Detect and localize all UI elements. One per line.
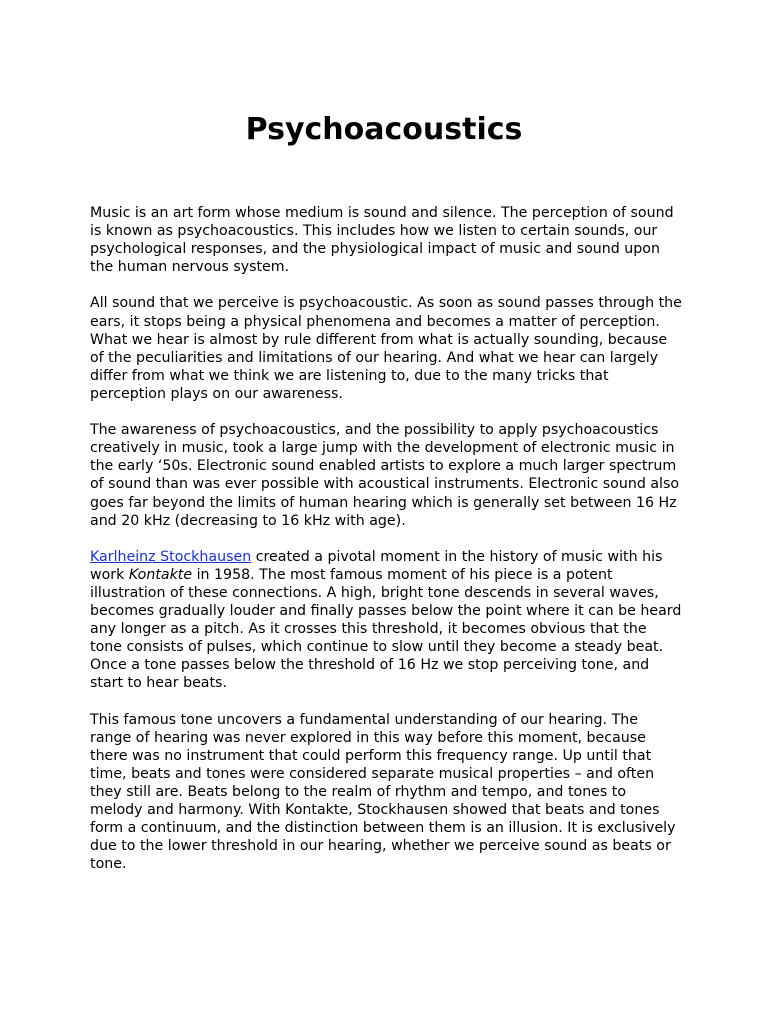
paragraph-4-text-a: created a pivotal moment in the history of music with his work	[90, 548, 663, 583]
document-body	[90, 204, 682, 892]
paragraph-4-text-b: in 1958. The most famous moment of his piece is a potent illustration of these connections. A high, bright tone descends in several waves, becomes gradually louder and finally passes below the point where it can be heard any longer as a pitch. As it crosses this threshold, it becomes obvious that the tone consists of pulses, which continue to slow until they become a steady beat. Once a tone passes below the threshold of 16 Hz we stop perceiving tone, and start to hear beats.	[90, 566, 682, 692]
paragraph-5: This famous tone uncovers a fundamental understanding of our hearing. The range of hearing was never explored in this way before this moment, because there was no instrument that could perform this frequency range. Up until that time, beats and tones were considered separate musical properties – and often they still are. Beats belong to the realm of rhythm and tempo, and tones to melody and harmony. With Kontakte, Stockhausen showed that beats and tones form a continuum, and the distinction between them is an illusion. It is exclusively due to the lower threshold in our hearing, whether we perceive sound as beats or tone.	[90, 711, 676, 873]
paragraph-2: All sound that we perceive is psychoacoustic. As soon as sound passes through the ears, it stops being a physical phenomena and becomes a matter of perception. What we hear is almost by rule different from what is actually sounding, because of the peculiarities and limitations of our hearing. And what we hear can largely differ from what we think we are listening to, due to the many tricks that perception plays on our awareness.	[90, 295, 682, 402]
page-title: Psychoacoustics	[245, 112, 523, 147]
work-title-kontakte: Kontakte	[128, 566, 193, 583]
paragraph-4	[90, 548, 682, 693]
paragraph-3: The awareness of psychoacoustics, and the possibility to apply psychoacoustics creatively in music, took a large jump with the development of electronic music in the early ‘50s. Electronic sound enabled artists to explore a much larger spectrum of sound than was ever possible with acoustical instruments. Electronic sound also goes far beyond the limits of human hearing which is generally set between 16 Hz and 20 kHz (decreasing to 16 kHz with age).	[90, 422, 680, 529]
paragraph-1: Music is an art form whose medium is sound and silence. The perception of sound is known as psychoacoustics. This includes how we listen to certain sounds, our psychological responses, and the physiological impact of music and sound upon the human nervous system.	[90, 205, 674, 276]
stockhausen-link[interactable]: Karlheinz Stockhausen	[90, 548, 252, 565]
